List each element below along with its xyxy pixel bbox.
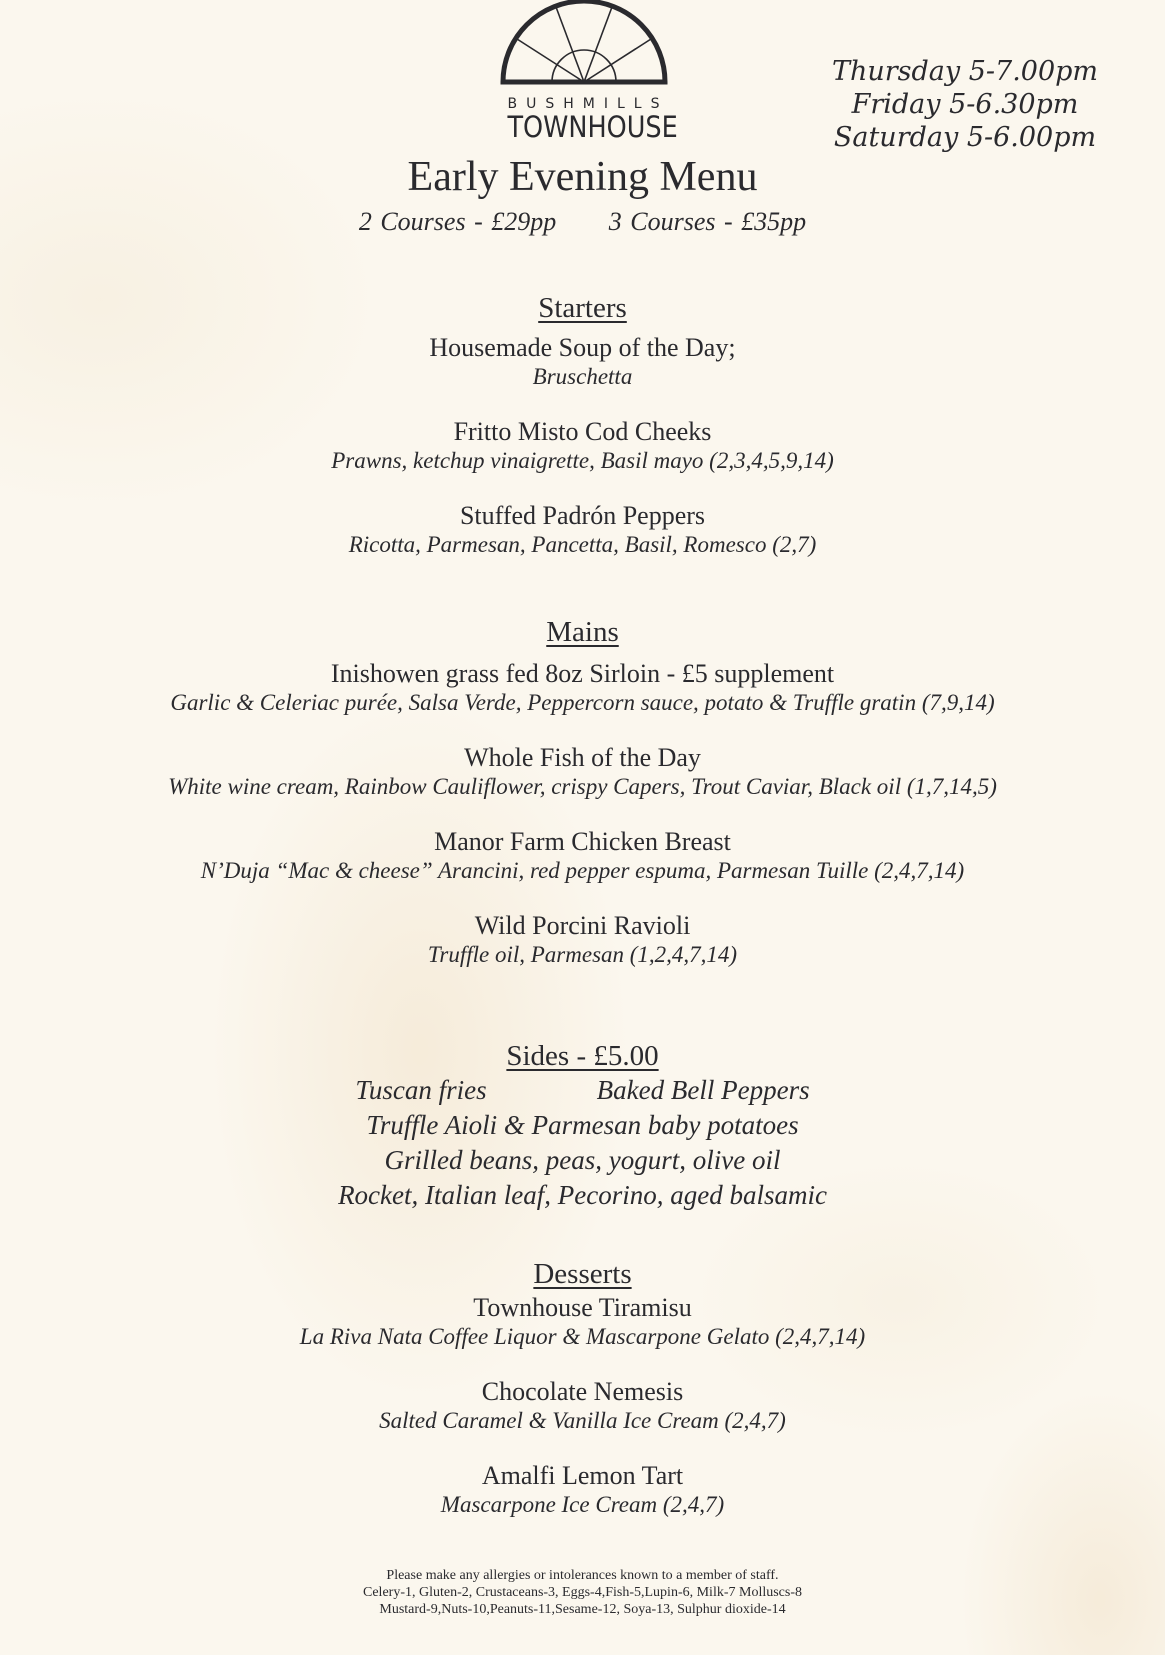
- side-item: Baked Bell Peppers: [596, 1075, 810, 1105]
- item-name: Housemade Soup of the Day;: [429, 333, 736, 362]
- item-name: Chocolate Nemesis: [481, 1377, 684, 1406]
- item-name: Fritto Misto Cod Cheeks: [453, 417, 712, 446]
- item-desc: Prawns, ketchup vinaigrette, Basil mayo (2,3,4,5,9,14): [331, 448, 834, 473]
- mains-section: [0, 616, 1165, 995]
- logo-top-text: BUSHMILLS: [507, 96, 669, 112]
- starters-section: [0, 292, 1165, 585]
- section-title-mains: Mains: [546, 616, 619, 648]
- item-desc: La Riva Nata Coffee Liquor & Mascarpone Gelato (2,4,7,14): [299, 1324, 866, 1349]
- item-desc: N’Duja “Mac & cheese” Arancini, red pepper espuma, Parmesan Tuille (2,4,7,14): [200, 858, 965, 883]
- item-desc: Ricotta, Parmesan, Pancetta, Basil, Romesco (2,7): [348, 532, 817, 557]
- menu-item: [0, 1293, 1165, 1351]
- item-name: Amalfi Lemon Tart: [481, 1461, 684, 1490]
- opening-hours: [830, 55, 1100, 154]
- desserts-section: [0, 1258, 1165, 1545]
- side-item: Grilled beans, peas, yogurt, olive oil: [384, 1145, 781, 1175]
- menu-item: [0, 659, 1165, 717]
- hours-thursday: Thursday 5-7.00pm: [831, 56, 1099, 87]
- two-course-price: 2 Courses - £29pp: [358, 207, 557, 236]
- allergy-notice: Please make any allergies or intolerances known to a member of staff.: [386, 1568, 779, 1583]
- hours-saturday: Saturday 5-6.00pm: [833, 122, 1097, 153]
- item-desc: White wine cream, Rainbow Cauliflower, crispy Capers, Trout Caviar, Black oil (1,7,14,5): [168, 774, 997, 799]
- section-title-starters: Starters: [538, 292, 627, 324]
- item-name: Wild Porcini Ravioli: [474, 911, 691, 940]
- logo: [497, 0, 678, 144]
- allergen-list-2: Mustard-9,Nuts-10,Peanuts-11,Sesame-12, Soya-13, Sulphur dioxide-14: [379, 1602, 786, 1617]
- section-title-desserts: Desserts: [533, 1258, 632, 1290]
- menu-item: [0, 911, 1165, 969]
- fanlight-window-icon: [499, 0, 669, 86]
- menu-item: [0, 417, 1165, 475]
- item-name: Inishowen grass fed 8oz Sirloin - £5 supplement: [330, 659, 835, 688]
- item-desc: Mascarpone Ice Cream (2,4,7): [440, 1492, 725, 1517]
- item-name: Manor Farm Chicken Breast: [434, 827, 731, 856]
- item-desc: Garlic & Celeriac purée, Salsa Verde, Peppercorn sauce, potato & Truffle gratin (7,9,14): [170, 690, 995, 715]
- side-item: Tuscan fries: [355, 1075, 487, 1105]
- page-title: Early Evening Menu: [407, 154, 758, 200]
- sides-row: [0, 1073, 1165, 1108]
- sides-section: [0, 1040, 1165, 1213]
- item-desc: Salted Caramel & Vanilla Ice Cream (2,4,7): [379, 1408, 786, 1433]
- side-item: Truffle Aioli & Parmesan baby potatoes: [366, 1110, 799, 1140]
- side-item: Rocket, Italian leaf, Pecorino, aged balsamic: [338, 1180, 827, 1210]
- allergen-list-1: Celery-1, Gluten-2, Crustaceans-3, Eggs-4,Fish-5,Lupin-6, Milk-7 Molluscs-8: [363, 1585, 802, 1600]
- three-course-price: 3 Courses - £35pp: [608, 207, 807, 236]
- menu-item: [0, 501, 1165, 559]
- item-name: Townhouse Tiramisu: [473, 1293, 692, 1322]
- item-name: Stuffed Padrón Peppers: [459, 501, 706, 530]
- menu-item: [0, 333, 1165, 391]
- item-desc: Truffle oil, Parmesan (1,2,4,7,14): [427, 942, 738, 967]
- menu-item: [0, 743, 1165, 801]
- allergen-footer: [0, 1567, 1165, 1618]
- item-name: Whole Fish of the Day: [464, 743, 701, 772]
- hours-friday: Friday 5-6.30pm: [851, 89, 1079, 120]
- logo-main-text: TOWNHOUSE: [507, 110, 678, 144]
- section-title-sides: Sides - £5.00: [506, 1040, 659, 1072]
- menu-item: [0, 827, 1165, 885]
- item-desc: Bruschetta: [532, 364, 633, 389]
- course-prices: [0, 207, 1165, 237]
- menu-item: [0, 1461, 1165, 1519]
- menu-item: [0, 1377, 1165, 1435]
